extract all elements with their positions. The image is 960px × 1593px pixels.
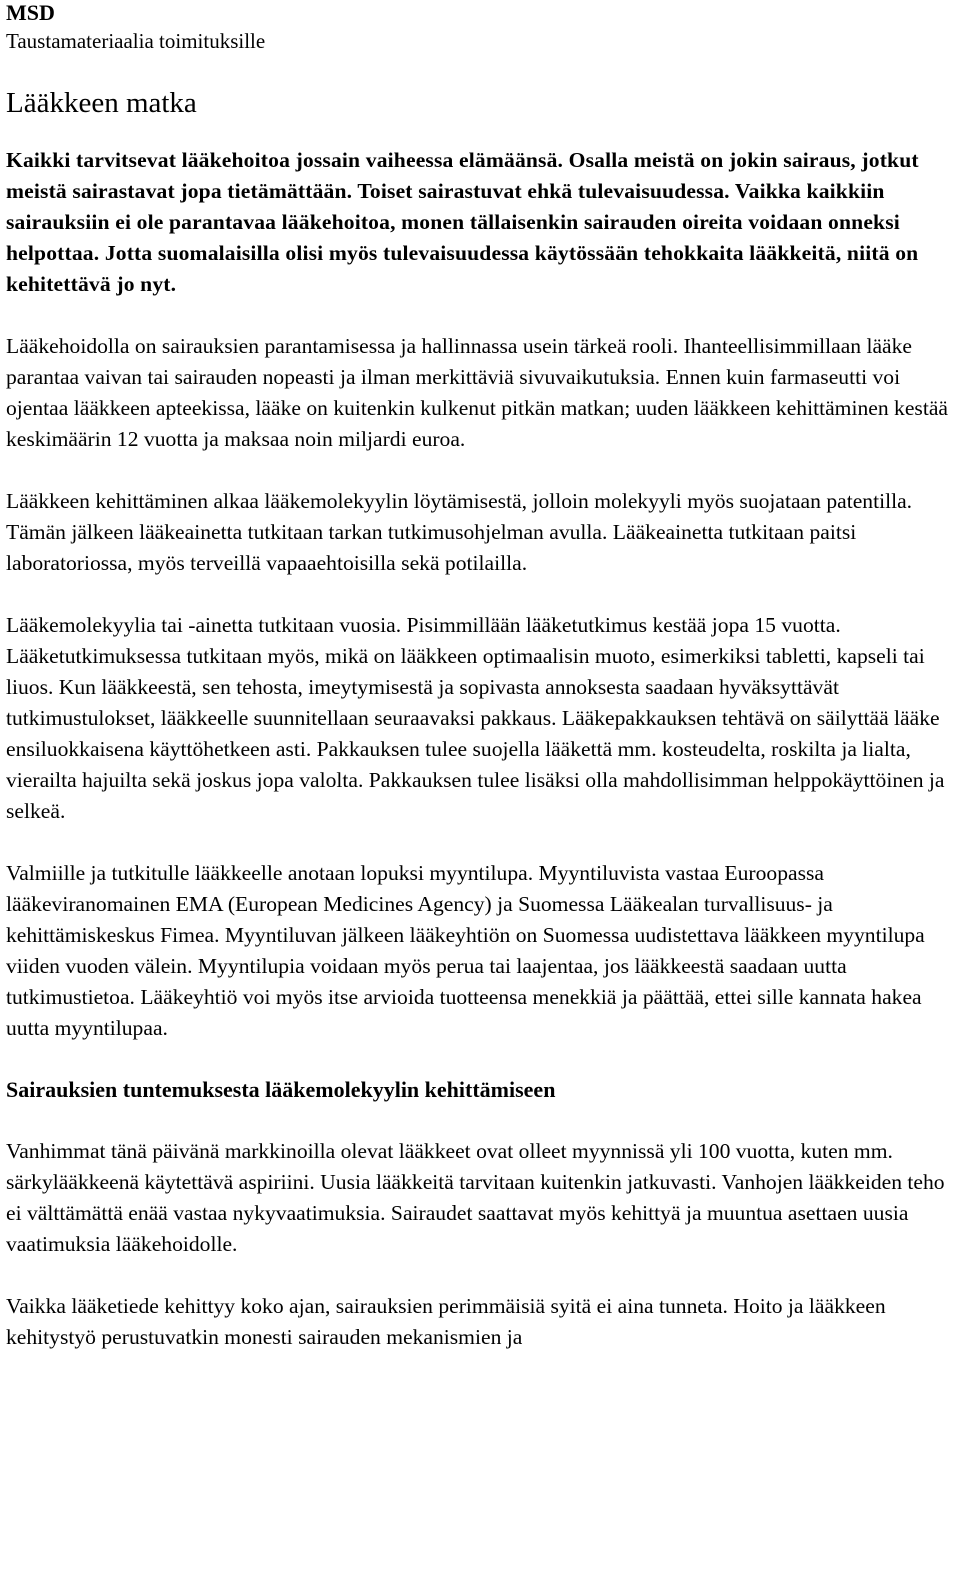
body-paragraph-5: Vanhimmat tänä päivänä markkinoilla olevat lääkkeet ovat olleet myynnissä yli 100 vuotta, kuten mm. särkylääkkeenä käytettävä aspiriini. Uusia lääkkeitä tarvitaan kuitenkin jatkuvasti. Vanhojen lääkkeiden teho ei välttämättä enää vastaa nykyvaatimuksia. Sairaudet saattavat myös kehittyä ja muuntua asettaen uusia vaatimuksia lääkehoidolle.: [6, 1139, 945, 1256]
body-paragraph-3: Lääkemolekyylia tai -ainetta tutkitaan vuosia. Pisimmillään lääketutkimus kestää jopa 15 vuotta. Lääketutkimuksessa tutkitaan myös, mikä on lääkkeen optimaalisin muoto, esimerkiksi tabletti, kapseli tai liuos. Kun lääkkeestä, sen tehosta, imeytymisestä ja sopivasta annoksesta saadaan hyväksyttävät tutkimustulokset, lääkkeelle suunnitellaan seuraavaksi pakkaus. Lääkepakkauksen tehtävä on säilyttää lääke ensiluokkaisena käyttöhetkeen asti. Pakkauksen tulee suojella lääkettä mm. kosteudelta, roskilta ja lialta, vierailta hajuilta sekä joskus jopa valolta. Pakkauksen tulee lisäksi olla mahdollisimman helppokäyttöinen ja selkeä.: [6, 613, 945, 823]
body-paragraph-1: Lääkehoidolla on sairauksien parantamisessa ja hallinnassa usein tärkeä rooli. Ihanteellisimmillaan lääke parantaa vaivan tai sairauden nopeasti ja ilman merkittäviä sivuvaikutuksia. Ennen kuin farmaseutti voi ojentaa lääkkeen apteekissa, lääke on kuitenkin kulkenut pitkän matkan; uuden lääkkeen kehittäminen kestää keskimäärin 12 vuotta ja maksaa noin miljardi euroa.: [6, 334, 948, 451]
lead-paragraph: Kaikki tarvitsevat lääkehoitoa jossain vaiheessa elämäänsä. Osalla meistä on jokin sairaus, jotkut meistä sairastavat jopa tietämättään. Toiset sairastuvat ehkä tulevaisuudessa. Vaikka kaikkiin sairauksiin ei ole parantavaa lääkehoitoa, monen tällaisenkin sairauden oireita voidaan onneksi helpottaa. Jotta suomalaisilla olisi myös tulevaisuudessa käytössään tehokkaita lääkkeitä, niitä on kehitettävä jo nyt.: [6, 148, 919, 296]
body-paragraph-2: Lääkkeen kehittäminen alkaa lääkemolekyylin löytämisestä, jolloin molekyyli myös suojataan patentilla. Tämän jälkeen lääkeainetta tutkitaan tarkan tutkimusohjelman avulla. Lääkeainetta tutkitaan paitsi laboratoriossa, myös terveillä vapaaehtoisilla sekä potilailla.: [6, 489, 913, 575]
section-heading: Sairauksien tuntemuksesta lääkemolekyylin kehittämiseen: [6, 1077, 556, 1102]
body-paragraph-4: Valmiille ja tutkitulle lääkkeelle anotaan lopuksi myyntilupa. Myyntiluvista vastaa Euroopassa lääkeviranomainen EMA (European Medicines Agency) ja Suomessa Lääkealan turvallisuus- ja kehittämiskeskus Fimea. Myyntiluvan jälkeen lääkeyhtiön on Suomessa uudistettava lääkkeen myyntilupa viiden vuoden välein. Myyntilupia voidaan myös perua tai laajentaa, jos lääkkeestä saadaan uutta tutkimustietoa. Lääkeyhtiö voi myös itse arvioida tuotteensa menekkiä ja päättää, ettei sille kannata hakea uutta myyntilupaa.: [6, 861, 925, 1040]
document-subtitle: Taustamateriaalia toimituksille: [6, 29, 266, 53]
body-paragraph-6: Vaikka lääketiede kehittyy koko ajan, sairauksien perimmäisiä syitä ei aina tunneta. Hoito ja lääkkeen kehitystyö perustuvatkin monesti sairauden mekanismien ja: [6, 1294, 886, 1349]
organization-name: MSD: [6, 0, 55, 25]
page-title: Lääkkeen matka: [6, 87, 197, 119]
document-page: [6, 0, 951, 1353]
